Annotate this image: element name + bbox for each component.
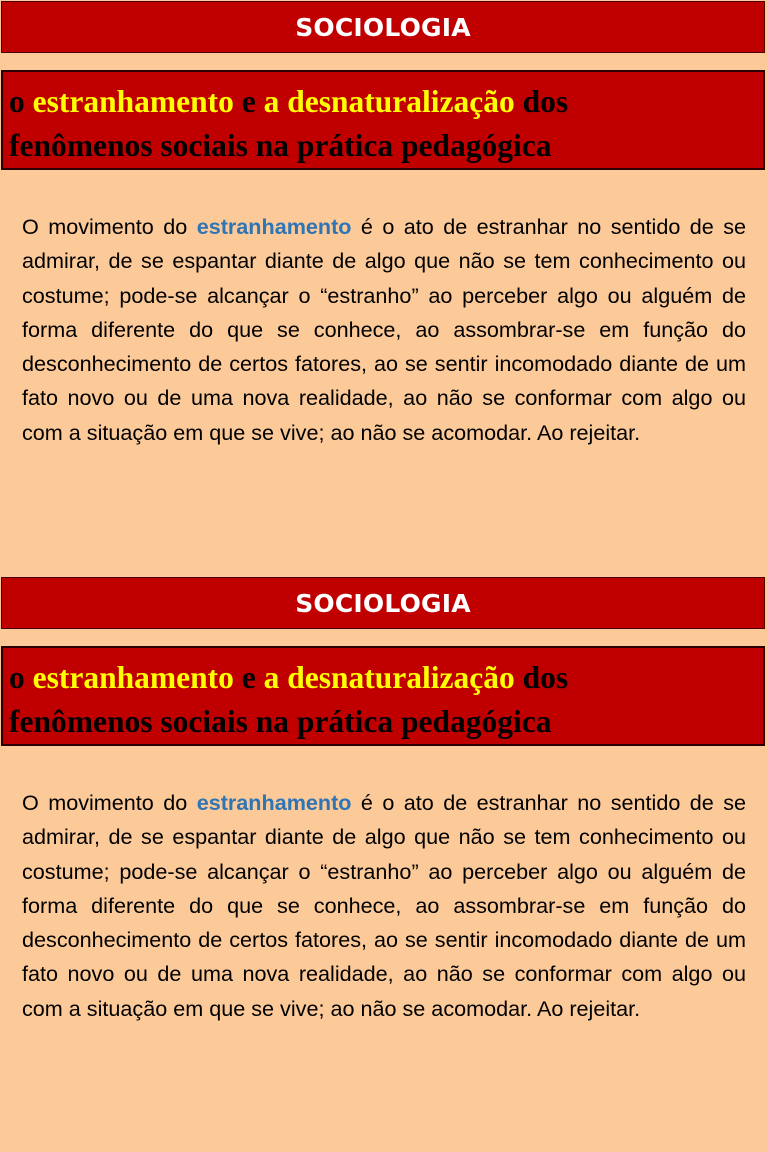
body-text-start: O movimento do bbox=[22, 214, 197, 239]
body-text-rest: é o ato de estranhar no sentido de se admirar, de se espantar diante de algo que não se tem conhecimento ou costume; pode-se alcançar o “estranho” ao perceber algo ou alguém de forma diferente do que se conhece, ao assombrar-se em função do desconhecimento de certos fatores, ao se sentir incomodado diante de um fato novo ou de uma nova realidade, ao não se conformar com algo ou com a situação em que se vive; ao não se acomodar. Ao rejeitar. bbox=[22, 790, 746, 1021]
header-bar bbox=[1, 1, 765, 53]
header-bar bbox=[1, 577, 765, 629]
slide-title-line-2: fenômenos sociais na prática pedagógica bbox=[9, 128, 552, 163]
slide-2 bbox=[0, 576, 768, 1152]
title-word: e bbox=[233, 84, 264, 119]
body-term-estranhamento: estranhamento bbox=[196, 214, 352, 239]
slide-title-line-1 bbox=[9, 656, 763, 700]
body-paragraph bbox=[22, 786, 746, 1026]
title-word: dos bbox=[514, 660, 569, 695]
title-highlight-article: a bbox=[263, 660, 280, 695]
body-term-estranhamento: estranhamento bbox=[196, 790, 352, 815]
header-title: SOCIOLOGIA bbox=[295, 588, 471, 618]
title-highlight-desnaturalizacao: desnaturalização bbox=[287, 660, 515, 695]
title-highlight-estranhamento: estranhamento bbox=[32, 84, 234, 119]
title-box bbox=[1, 646, 765, 746]
title-highlight-article: a bbox=[263, 84, 280, 119]
title-box bbox=[1, 70, 765, 170]
body-text-start: O movimento do bbox=[22, 790, 197, 815]
title-highlight-estranhamento: estranhamento bbox=[32, 660, 234, 695]
body-text-rest: é o ato de estranhar no sentido de se admirar, de se espantar diante de algo que não se tem conhecimento ou costume; pode-se alcançar o “estranho” ao perceber algo ou alguém de forma diferente do que se conhece, ao assombrar-se em função do desconhecimento de certos fatores, ao se sentir incomodado diante de um fato novo ou de uma nova realidade, ao não se conformar com algo ou com a situação em que se vive; ao não se acomodar. Ao rejeitar. bbox=[22, 214, 746, 445]
slide-title-line-1 bbox=[9, 80, 763, 124]
slide-title-line-2: fenômenos sociais na prática pedagógica bbox=[9, 704, 552, 739]
body-paragraph bbox=[22, 210, 746, 450]
title-word: e bbox=[233, 660, 264, 695]
header-title: SOCIOLOGIA bbox=[295, 12, 471, 42]
title-highlight-desnaturalizacao: desnaturalização bbox=[287, 84, 515, 119]
title-word: dos bbox=[514, 84, 569, 119]
title-word: o bbox=[9, 84, 33, 119]
title-word: o bbox=[9, 660, 33, 695]
